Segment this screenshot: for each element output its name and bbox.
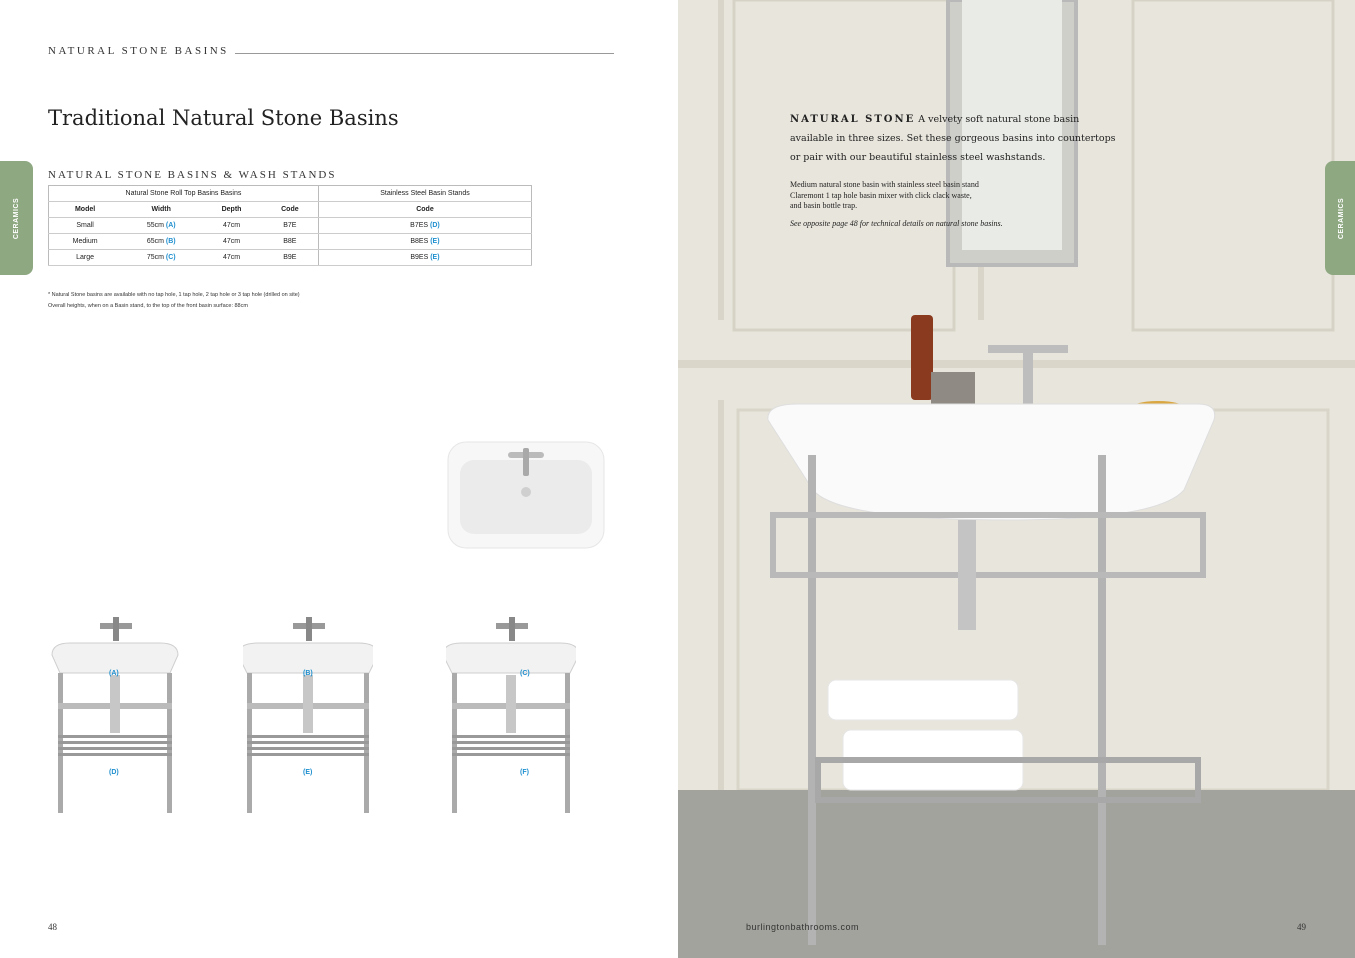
cell-model: Small — [49, 218, 122, 234]
width-value: 55cm — [146, 222, 164, 229]
note-line: Overall heights, when on a Basin stand, to the top of the front basin surface: 88cm — [48, 303, 248, 309]
table-row — [49, 218, 532, 234]
section-header — [48, 45, 614, 57]
stand-ref: (E) — [430, 238, 440, 245]
group-header-stands: Stainless Steel Basin Stands — [318, 186, 531, 202]
width-value: 75cm — [146, 254, 164, 261]
caption-line: and basin bottle trap. — [790, 201, 858, 210]
table-notes — [48, 290, 300, 312]
label-b: (B) — [303, 670, 313, 677]
stand-ref: (E) — [430, 254, 440, 261]
cell-depth: 47cm — [201, 234, 262, 250]
table-row — [49, 234, 532, 250]
spec-table — [48, 185, 532, 266]
cell-model: Large — [49, 250, 122, 266]
label-e: (E) — [303, 769, 313, 776]
group-header-basins: Natural Stone Roll Top Basins Basins — [49, 186, 319, 202]
col-code: Code — [262, 202, 319, 218]
caption-line: Claremont 1 tap hole basin mixer with click clack waste, — [790, 190, 972, 200]
table-row — [49, 250, 532, 266]
table-header-row — [49, 202, 532, 218]
label-c: (C) — [520, 670, 530, 677]
page-number-right: 49 — [1297, 922, 1306, 932]
note-line: * Natural Stone basins are available with no tap hole, 1 tap hole, 2 tap hole or 3 tap hole (drilled on site) — [48, 292, 300, 298]
intro-cap: NATURAL STONE — [790, 114, 916, 125]
caption-line: Medium natural stone basin with stainless steel basin stand — [790, 180, 979, 189]
ceramics-tab-label: CERAMICS — [13, 197, 20, 239]
stand-code-value: B8ES — [410, 238, 429, 245]
right-page — [678, 0, 1355, 958]
reference-note: See opposite page 48 for technical details on natural stone basins. — [790, 219, 1003, 228]
cell-depth: 47cm — [201, 250, 262, 266]
page-number-left: 48 — [48, 922, 57, 932]
cell-width — [121, 218, 201, 234]
website-url[interactable]: burlingtonbathrooms.com — [746, 922, 860, 932]
ceramics-tab-left[interactable] — [0, 161, 33, 275]
label-a: (A) — [109, 670, 119, 677]
cell-model: Medium — [49, 234, 122, 250]
basin-stand-medium-image — [243, 615, 373, 820]
table-title: NATURAL STONE BASINS & WASH STANDS — [48, 169, 337, 181]
ceramics-tab-right[interactable] — [1325, 161, 1355, 275]
col-depth: Depth — [201, 202, 262, 218]
photo-caption — [790, 180, 1050, 212]
section-header-rule — [235, 53, 614, 54]
page-title: Traditional Natural Stone Basins — [48, 106, 399, 130]
basin-stand-small-image — [50, 615, 180, 820]
ceramics-tab-label: CERAMICS — [1338, 197, 1345, 239]
width-ref: (B) — [165, 238, 176, 245]
stand-code-value: B7ES — [410, 222, 429, 229]
width-ref: (C) — [165, 254, 176, 261]
cell-width — [121, 234, 201, 250]
section-header-text: NATURAL STONE BASINS — [48, 45, 229, 57]
cell-stand-code — [318, 250, 531, 266]
cell-code: B8E — [262, 234, 319, 250]
col-stand-code: Code — [318, 202, 531, 218]
table-group-header — [49, 186, 532, 202]
cell-width — [121, 250, 201, 266]
basin-stand-large-image — [446, 615, 576, 820]
stand-ref: (D) — [430, 222, 440, 229]
basin-top-view-image — [446, 440, 606, 550]
col-model: Model — [49, 202, 122, 218]
stand-code-value: B9ES — [410, 254, 429, 261]
cell-stand-code — [318, 234, 531, 250]
intro-text — [790, 110, 1120, 167]
cell-code: B9E — [262, 250, 319, 266]
label-f: (F) — [520, 769, 529, 776]
label-d: (D) — [109, 769, 119, 776]
cell-stand-code — [318, 218, 531, 234]
cell-code: B7E — [262, 218, 319, 234]
width-value: 65cm — [146, 238, 164, 245]
cell-depth: 47cm — [201, 218, 262, 234]
intro-body: A velvety soft natural stone basin available in three sizes. Set these gorgeous basins into countertops or pair with our beautiful stainless steel washstands. — [790, 114, 1116, 163]
width-ref: (A) — [165, 222, 176, 229]
col-width: Width — [121, 202, 201, 218]
